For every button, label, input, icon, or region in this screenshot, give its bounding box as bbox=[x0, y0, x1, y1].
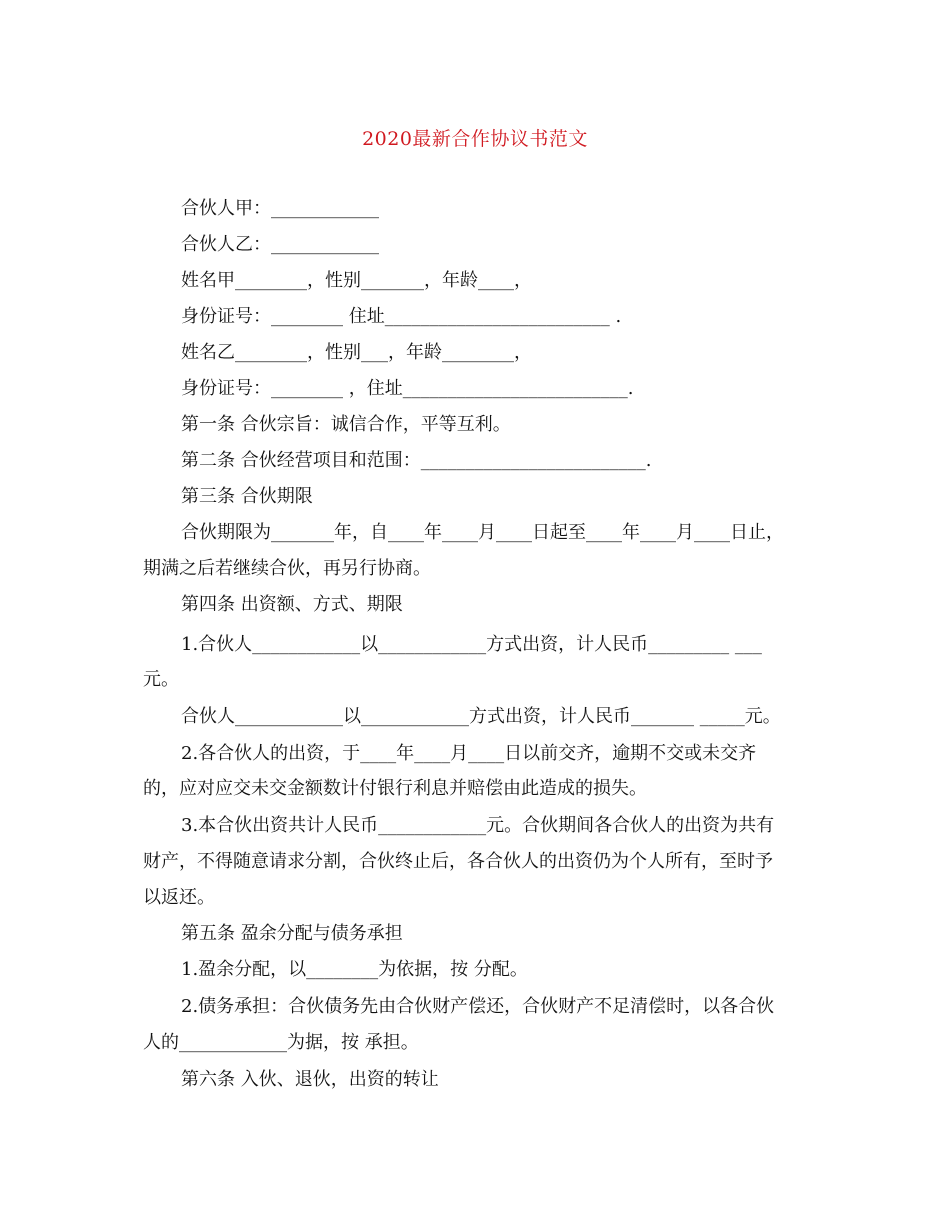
article-6-heading: 第六条 入伙、退伙，出资的转让 bbox=[181, 1069, 439, 1090]
id-address-a-line: 身份证号：________ 住址_________________________ . bbox=[181, 306, 622, 327]
partner-a-line: 合伙人甲：____________ bbox=[181, 198, 379, 219]
contribution-1-continuation: 元。 bbox=[143, 669, 179, 690]
article-5-heading: 第五条 盈余分配与债务承担 bbox=[181, 923, 403, 944]
name-b-line: 姓名乙________，性别___，年龄________， bbox=[181, 342, 532, 363]
term-line: 合伙期限为_______年，自____年____月____日起至____年____月____日止， bbox=[181, 522, 784, 543]
contribution-partner-line: 合伙人____________以____________方式出资，计人民币_______ _____元。 bbox=[181, 706, 781, 727]
contribution-2-continuation: 的，应对应交未交金额数计付银行利息并赔偿由此造成的损失。 bbox=[143, 778, 647, 799]
contribution-3-continuation-2: 以返还。 bbox=[143, 887, 215, 908]
document-title: 2020最新合作协议书范文 bbox=[362, 128, 588, 150]
contribution-3-continuation-1: 财产，不得随意请求分割，合伙终止后，各合伙人的出资仍为个人所有，至时予 bbox=[143, 851, 773, 872]
contribution-1-line: 1.合伙人____________以____________方式出资，计人民币_________ ___ bbox=[181, 634, 762, 655]
article-1-line: 第一条 合伙宗旨：诚信合作，平等互利。 bbox=[181, 414, 511, 435]
id-address-b-line: 身份证号：________ ，住址_________________________. bbox=[181, 378, 634, 399]
term-continuation: 期满之后若继续合伙，再另行协商。 bbox=[143, 558, 431, 579]
article-4-heading: 第四条 出资额、方式、期限 bbox=[181, 594, 403, 615]
article-3-heading: 第三条 合伙期限 bbox=[181, 486, 313, 507]
name-a-line: 姓名甲________，性别_______，年龄____， bbox=[181, 270, 532, 291]
contribution-2-line: 2.各合伙人的出资，于____年____月____日以前交齐，逾期不交或未交齐 bbox=[181, 743, 757, 764]
profit-line: 1.盈余分配，以________为依据，按 分配。 bbox=[181, 959, 528, 980]
article-2-line: 第二条 合伙经营项目和范围：_________________________. bbox=[181, 450, 652, 471]
contribution-3-line: 3.本合伙出资共计人民币____________元。合伙期间各合伙人的出资为共有 bbox=[181, 815, 775, 836]
partner-b-line: 合伙人乙：____________ bbox=[181, 234, 379, 255]
debt-continuation: 人的____________为据，按 承担。 bbox=[143, 1032, 419, 1053]
debt-line: 2.债务承担：合伙债务先由合伙财产偿还，合伙财产不足清偿时，以各合伙 bbox=[181, 996, 775, 1017]
